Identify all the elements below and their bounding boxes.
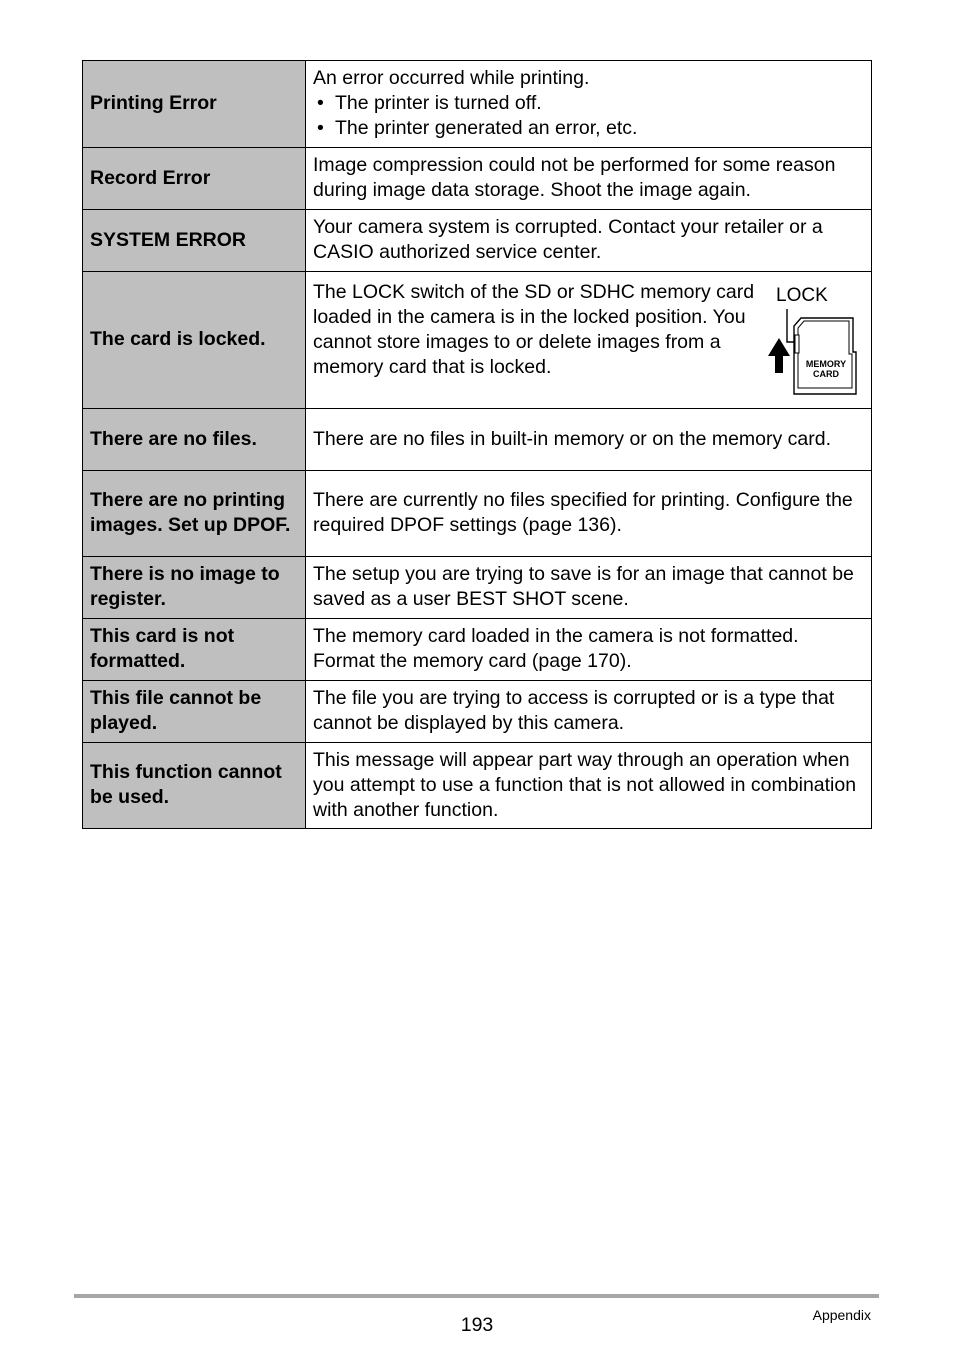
table-row <box>83 272 872 409</box>
error-message-cell: There are no files. <box>83 409 306 471</box>
error-message-cell: This card is not formatted. <box>83 619 306 681</box>
footer-divider <box>74 1294 879 1298</box>
description-text: The LOCK switch of the SD or SDHC memory card loaded in the camera is in the locked position. You cannot store images to or delete images from a memory card that is locked. <box>313 280 755 378</box>
bullet-item <box>313 91 864 116</box>
error-description-cell: The setup you are trying to save is for an image that cannot be saved as a user BEST SHOT scene. <box>306 557 872 619</box>
table-row <box>83 619 872 681</box>
error-message-cell: SYSTEM ERROR <box>83 210 306 272</box>
error-message-cell: Record Error <box>83 148 306 210</box>
error-message-cell: This function cannot be used. <box>83 743 306 829</box>
lock-arrow-up-icon <box>768 280 864 400</box>
page-number: 193 <box>460 1314 494 1336</box>
description-text: An error occurred while printing. <box>313 67 590 89</box>
table-row <box>83 61 872 148</box>
table-row <box>83 409 872 471</box>
error-description-cell: The file you are trying to access is corrupted or is a type that cannot be displayed by this camera. <box>306 681 872 743</box>
table-row <box>83 471 872 557</box>
table-row <box>83 743 872 829</box>
error-description-cell: This message will appear part way through an operation when you attempt to use a function that is not allowed in combination with another function. <box>306 743 872 829</box>
error-message-cell: This file cannot be played. <box>83 681 306 743</box>
error-description-cell <box>306 61 872 148</box>
error-description-cell: Your camera system is corrupted. Contact your retailer or a CASIO authorized service center. <box>306 210 872 272</box>
bullet-list <box>313 91 864 141</box>
error-description-cell: There are currently no files specified for printing. Configure the required DPOF settings (page 136). <box>306 471 872 557</box>
bullet-glyph: • <box>317 117 324 139</box>
table-row <box>83 557 872 619</box>
card-label-card: CARD <box>813 368 839 379</box>
table-row <box>83 210 872 272</box>
error-message-cell: There are no printing images. Set up DPOF. <box>83 471 306 557</box>
card-label-memory: MEMORY <box>805 358 847 369</box>
bullet-item <box>313 116 864 141</box>
table-row <box>83 148 872 210</box>
error-message-cell: Printing Error <box>83 61 306 148</box>
lock-switch-figure <box>768 280 864 400</box>
error-description-cell <box>306 272 872 409</box>
error-description-cell: The memory card loaded in the camera is not formatted. Format the memory card (page 170). <box>306 619 872 681</box>
error-description-cell: Image compression could not be performed for some reason during image data storage. Shoot the image again. <box>306 148 872 210</box>
lock-label: LOCK <box>776 284 828 306</box>
error-description-cell: There are no files in built-in memory or on the memory card. <box>306 409 872 471</box>
error-message-cell: There is no image to register. <box>83 557 306 619</box>
bullet-text: The printer generated an error, etc. <box>335 117 638 139</box>
bullet-glyph: • <box>317 92 324 114</box>
error-message-cell: The card is locked. <box>83 272 306 409</box>
table-row <box>83 681 872 743</box>
error-message-table <box>82 60 872 829</box>
locked-card-content <box>313 280 864 400</box>
bullet-text: The printer is turned off. <box>335 92 542 114</box>
section-name: Appendix <box>812 1307 871 1323</box>
